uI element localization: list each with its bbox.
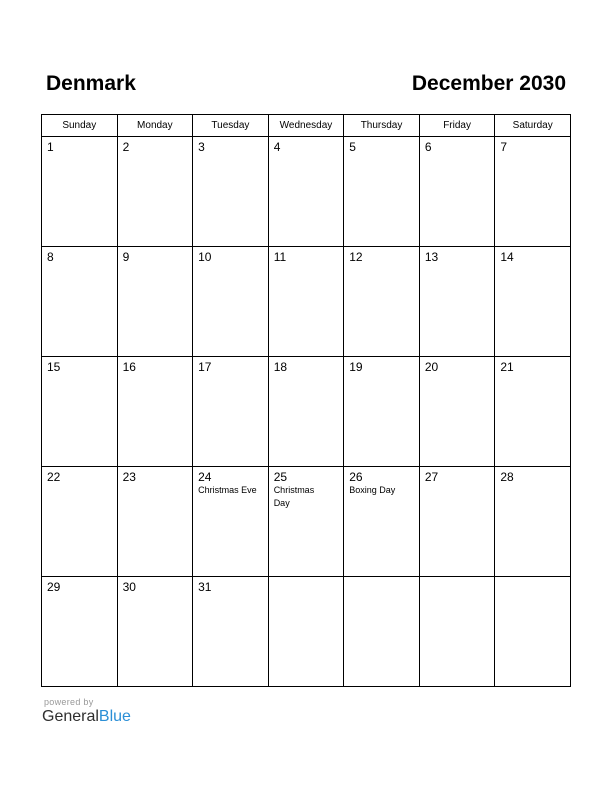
day-cell xyxy=(42,247,118,357)
day-cell xyxy=(268,137,344,247)
day-cell xyxy=(42,577,118,687)
weekday-thursday: Thursday xyxy=(344,115,420,137)
day-cell-holiday xyxy=(193,467,269,577)
day-number: 10 xyxy=(198,250,212,264)
day-cell xyxy=(344,137,420,247)
weekday-header-row xyxy=(42,115,571,137)
day-number: 2 xyxy=(122,140,130,154)
day-number: 31 xyxy=(198,580,212,594)
day-cell xyxy=(42,467,118,577)
day-number: 16 xyxy=(122,360,136,374)
day-number: 25 xyxy=(273,470,288,484)
week-row-3 xyxy=(42,357,571,467)
week-row-5 xyxy=(42,577,571,687)
day-cell xyxy=(193,357,269,467)
day-number: 17 xyxy=(198,360,212,374)
weekday-monday: Monday xyxy=(117,115,193,137)
day-number: 9 xyxy=(122,250,130,264)
day-cell-holiday xyxy=(268,467,344,577)
brand-general: General xyxy=(42,708,99,725)
day-number: 28 xyxy=(500,470,514,484)
day-number: 15 xyxy=(47,360,61,374)
day-cell xyxy=(268,357,344,467)
day-cell xyxy=(495,137,571,247)
month-year-title: December 2030 xyxy=(411,72,566,95)
day-cell-empty xyxy=(344,577,420,687)
day-cell xyxy=(117,577,193,687)
weekday-sunday: Sunday xyxy=(42,115,118,137)
day-cell xyxy=(193,137,269,247)
day-number: 23 xyxy=(122,470,136,484)
day-number: 5 xyxy=(349,140,356,154)
week-row-4 xyxy=(42,467,571,577)
day-cell xyxy=(193,577,269,687)
calendar-grid xyxy=(41,114,571,687)
day-cell xyxy=(117,247,193,357)
day-cell xyxy=(495,467,571,577)
day-number: 3 xyxy=(198,140,205,154)
holiday-label: Boxing Day xyxy=(349,485,396,495)
day-number: 27 xyxy=(424,470,439,484)
day-number xyxy=(269,577,344,581)
day-cell xyxy=(193,247,269,357)
day-number: 7 xyxy=(500,140,508,154)
day-number: 13 xyxy=(424,250,439,264)
day-cell xyxy=(344,357,420,467)
day-number: 1 xyxy=(47,140,54,154)
day-number xyxy=(420,577,495,581)
weekday-tuesday: Tuesday xyxy=(193,115,269,137)
day-cell xyxy=(117,467,193,577)
week-row-2 xyxy=(42,247,571,357)
day-cell xyxy=(268,247,344,357)
day-number: 26 xyxy=(349,470,363,484)
day-number xyxy=(344,577,419,581)
week-row-1 xyxy=(42,137,571,247)
day-number: 29 xyxy=(47,580,61,594)
holiday-label: Christmas Eve xyxy=(198,485,257,495)
day-number: 21 xyxy=(500,360,514,374)
day-cell xyxy=(42,357,118,467)
day-cell-empty xyxy=(495,577,571,687)
day-number: 8 xyxy=(47,250,54,264)
day-number: 19 xyxy=(349,360,363,374)
day-cell xyxy=(344,247,420,357)
weekday-saturday: Saturday xyxy=(495,115,571,137)
day-cell-empty xyxy=(268,577,344,687)
day-number: 20 xyxy=(424,360,439,374)
day-cell xyxy=(419,467,495,577)
weekday-friday: Friday xyxy=(419,115,495,137)
day-number: 22 xyxy=(47,470,61,484)
holiday-label: Christmas Day xyxy=(273,485,315,508)
day-cell-holiday xyxy=(344,467,420,577)
day-cell xyxy=(42,137,118,247)
day-number: 30 xyxy=(122,580,136,594)
day-cell xyxy=(495,247,571,357)
day-cell xyxy=(495,357,571,467)
generalblue-logo[interactable] xyxy=(42,708,131,726)
day-number: 6 xyxy=(424,140,432,154)
day-cell xyxy=(419,247,495,357)
day-cell xyxy=(117,137,193,247)
day-cell xyxy=(419,137,495,247)
day-number: 11 xyxy=(273,250,287,264)
brand-blue: Blue xyxy=(98,708,131,725)
day-number xyxy=(495,577,570,581)
day-number: 18 xyxy=(273,360,288,374)
day-number: 14 xyxy=(500,250,514,264)
day-cell-empty xyxy=(419,577,495,687)
day-number: 24 xyxy=(198,470,212,484)
day-number: 4 xyxy=(273,140,281,154)
day-number: 12 xyxy=(349,250,363,264)
weekday-wednesday: Wednesday xyxy=(268,115,344,137)
powered-by-text: powered by xyxy=(44,697,94,707)
day-cell xyxy=(419,357,495,467)
day-cell xyxy=(117,357,193,467)
country-title: Denmark xyxy=(46,72,136,95)
